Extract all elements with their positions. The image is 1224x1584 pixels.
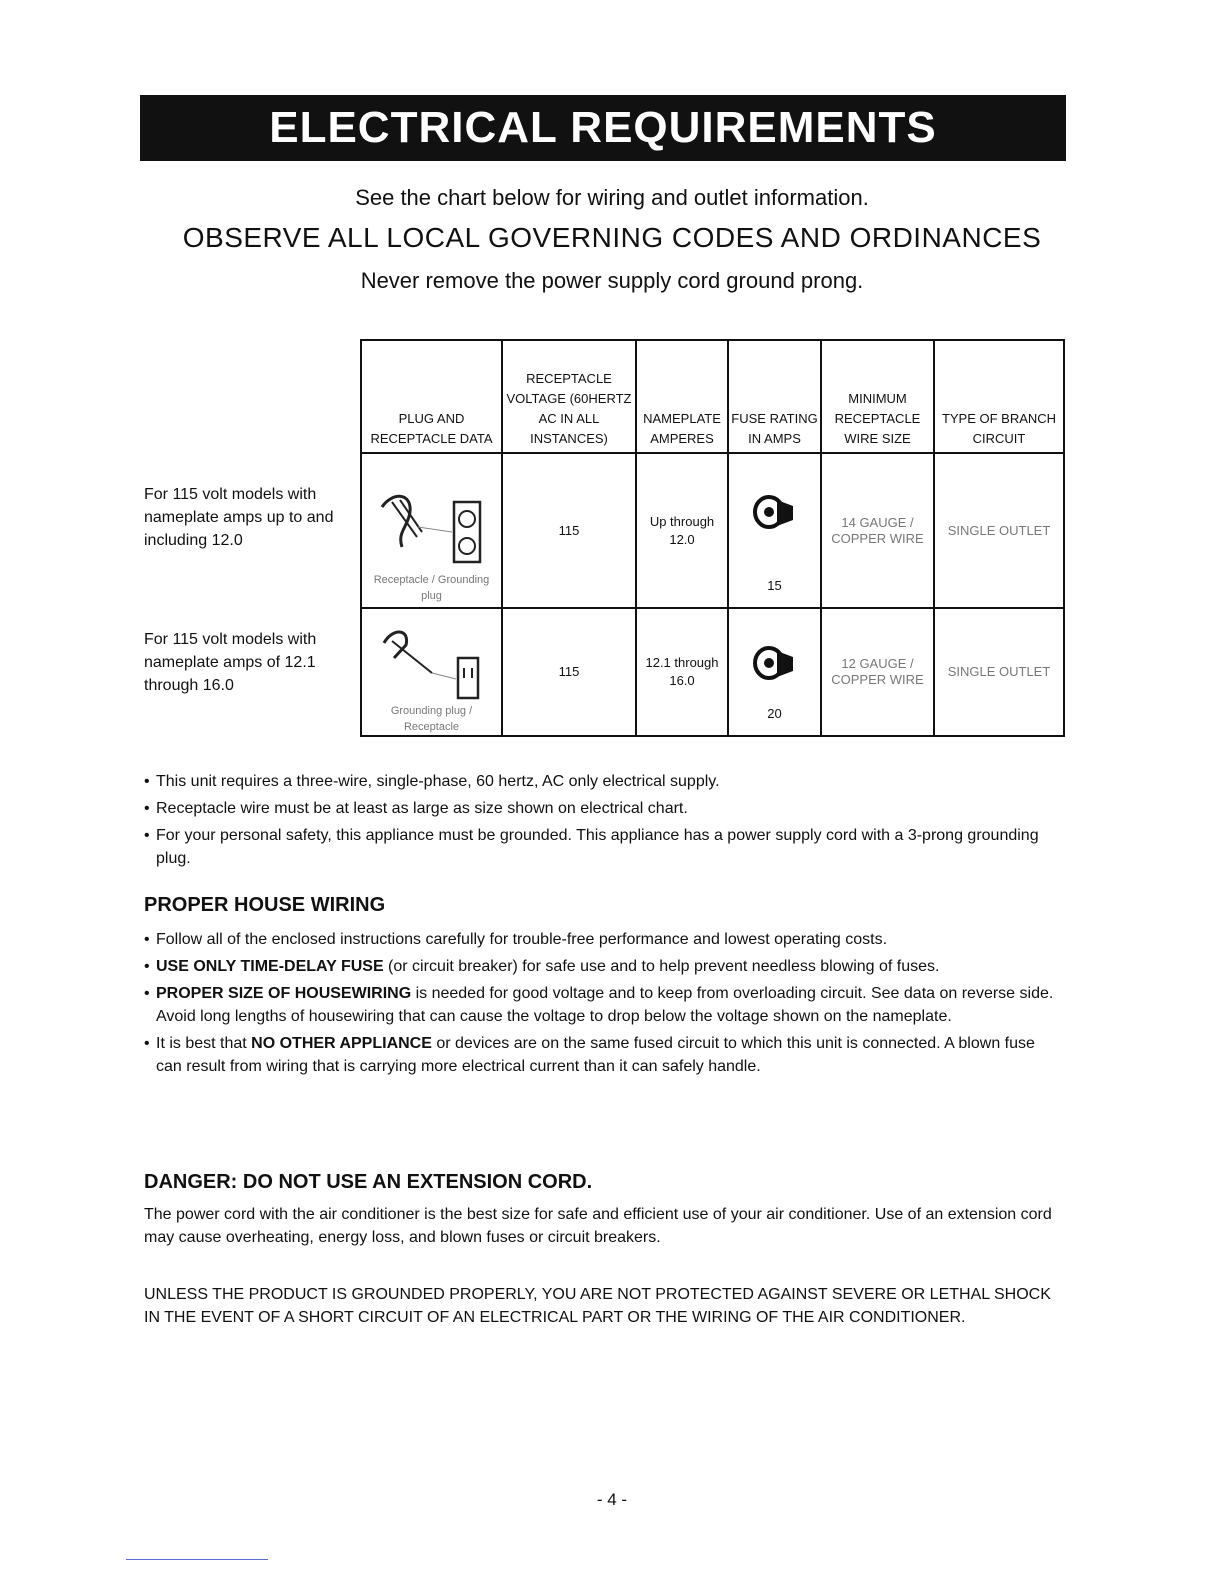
list-item: • This unit requires a three-wire, single-phase, 60 hertz, AC only electrical supply. <box>144 770 1064 793</box>
header-voltage: RECEPTACLE VOLTAGE (60HERTZ AC IN ALL INSTANCES) <box>502 340 636 453</box>
list-item: • For your personal safety, this appliance must be grounded. This appliance has a power supply cord with a 3-prong grounding plug. <box>144 824 1064 870</box>
danger-heading: DANGER: DO NOT USE AN EXTENSION CORD. <box>144 1171 593 1193</box>
row-label-1: For 115 volt models with nameplate amps up to and including 12.0 <box>144 486 334 549</box>
item-bold: USE ONLY TIME-DELAY FUSE <box>156 958 384 975</box>
header-fuse-rating: FUSE RATING IN AMPS <box>728 340 821 453</box>
plug-diagram-cell <box>361 608 502 736</box>
item-bold: PROPER SIZE OF HOUSEWIRING <box>156 985 412 1002</box>
wiring-list <box>144 928 1064 1082</box>
voltage-cell: 115 <box>502 608 636 736</box>
plug-diagram-cell <box>361 453 502 608</box>
list-item: • Receptacle wire must be at least as large as size shown on electrical chart. <box>144 797 1064 820</box>
branch-circuit-cell: SINGLE OUTLET <box>934 453 1064 608</box>
wire-size-cell: 12 GAUGE / COPPER WIRE <box>821 608 934 736</box>
footer-divider <box>126 1559 268 1560</box>
header-branch-circuit: TYPE OF BRANCH CIRCUIT <box>934 340 1064 453</box>
fuse-amps: 20 <box>767 706 782 721</box>
fuse-icon <box>753 492 797 532</box>
grounding-warning: UNLESS THE PRODUCT IS GROUNDED PROPERLY, YOU ARE NOT PROTECTED AGAINST SEVERE OR LETHAL SHOCK IN THE EVENT OF A SHORT CIRCUIT OF AN ELECTRICAL PART OR THE WIRING OF THE AIR CONDITIONER. <box>144 1286 1051 1326</box>
wire-size-cell: 14 GAUGE / COPPER WIRE <box>821 453 934 608</box>
list-item <box>144 928 1064 951</box>
item-text: is needed for good voltage and to keep from overloading circuit. See data on reverse side. Avoid long lengths of housewiring that can cause the voltage to drop below the voltage shown on the nameplate. <box>156 985 1054 1025</box>
list-item <box>144 982 1064 1028</box>
header-plug-data: PLUG AND RECEPTACLE DATA <box>361 340 502 453</box>
wiring-heading: PROPER HOUSE WIRING <box>144 894 386 916</box>
row-label-2: For 115 volt models with nameplate amps of 12.1 through 16.0 <box>144 631 317 694</box>
intro-line-3: Never remove the power supply cord ground prong. <box>360 268 864 293</box>
item-text: or devices are on the same fused circuit to which this unit is connected. A blown fuse can result from wiring that is carrying more electrical current than it can safely handle. <box>156 1035 1035 1075</box>
plug-data-label: Grounding plug / Receptacle <box>390 705 473 733</box>
item-pre: It is best that <box>156 1035 252 1052</box>
header-nameplate: NAMEPLATE AMPERES <box>636 340 728 453</box>
voltage-cell: 115 <box>502 453 636 608</box>
list-item <box>144 1032 1064 1078</box>
requirements-list <box>144 770 1064 874</box>
nameplate-cell: 12.1 through 16.0 <box>636 608 728 736</box>
danger-text: The power cord with the air conditioner is the best size for safe and efficient use of your air conditioner. Use of an extension cord may cause overheating, energy loss, and blown fuses or circuit breakers. <box>144 1206 1052 1246</box>
page-number: - 4 - <box>596 1490 628 1509</box>
plug-receptacle-icon <box>372 613 492 703</box>
item-bold: NO OTHER APPLIANCE <box>251 1035 432 1052</box>
intro-line-1: See the chart below for wiring and outlet information. <box>355 185 869 210</box>
plug-data-label: Receptacle / Grounding plug <box>373 573 490 602</box>
intro-line-2: OBSERVE ALL LOCAL GOVERNING CODES AND ORDINANCES <box>182 222 1042 253</box>
item-text: Follow all of the enclosed instructions carefully for trouble-free performance and lowest operating costs. <box>156 931 888 948</box>
table-row <box>361 608 1064 736</box>
page-title: ELECTRICAL REQUIREMENTS <box>140 95 1066 161</box>
list-item <box>144 955 1064 978</box>
fuse-icon <box>753 643 797 683</box>
electrical-requirements-table <box>360 339 1065 737</box>
header-wire-size: MINIMUM RECEPTACLE WIRE SIZE <box>821 340 934 453</box>
fuse-cell <box>728 608 821 736</box>
item-text: (or circuit breaker) for safe use and to help prevent needless blowing of fuses. <box>383 958 940 975</box>
nameplate-cell: Up through 12.0 <box>636 453 728 608</box>
table-row <box>361 453 1064 608</box>
plug-receptacle-icon <box>372 462 492 572</box>
branch-circuit-cell: SINGLE OUTLET <box>934 608 1064 736</box>
fuse-cell <box>728 453 821 608</box>
fuse-amps: 15 <box>767 578 782 593</box>
